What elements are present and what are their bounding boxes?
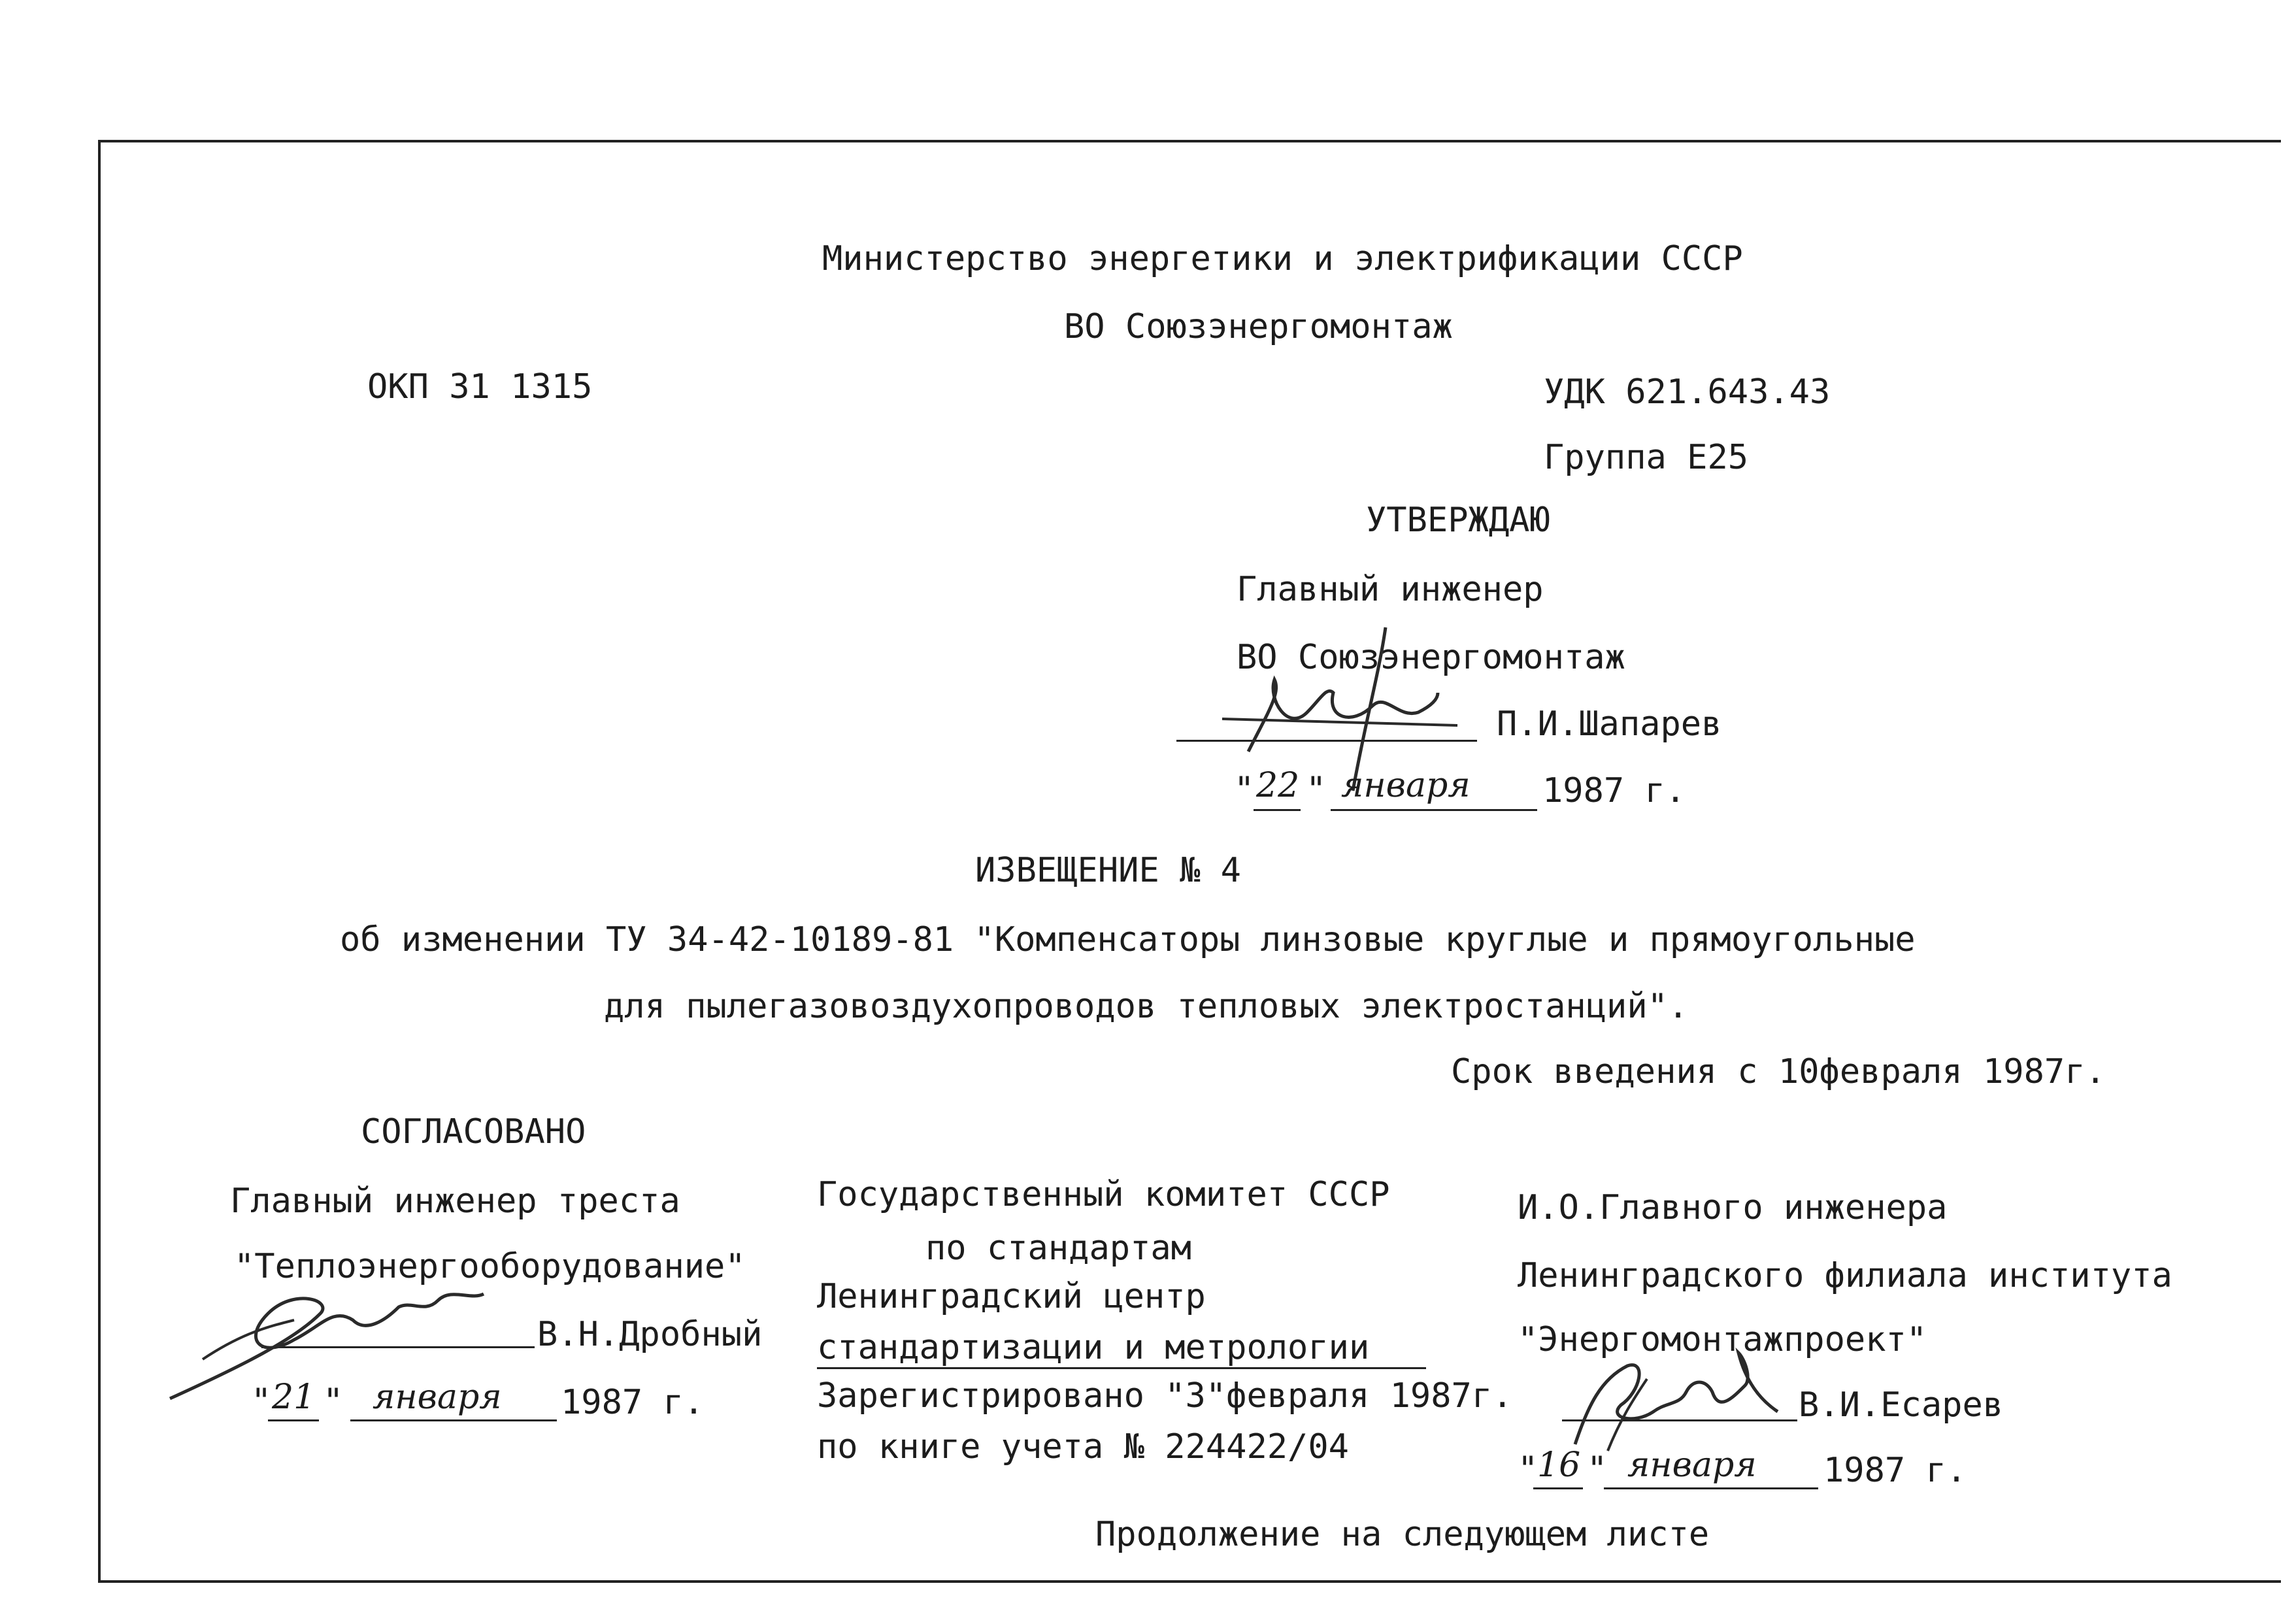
agreed-right-date-open-quote: " xyxy=(1518,1450,1538,1489)
organization-title: ВО Союзэнергомонтаж xyxy=(1064,307,1453,346)
approval-date-close-quote: " xyxy=(1306,770,1327,809)
approval-position: Главный инженер xyxy=(1237,570,1544,609)
effective-date: Срок введения с 10февраля 1987г. xyxy=(1451,1052,2106,1091)
approval-title: УТВЕРЖДАЮ xyxy=(1366,501,1550,540)
approval-name: П.И.Шапарев xyxy=(1497,704,1722,744)
notice-line-1: об изменении ТУ 34-42-10189-81 "Компенсаторы линзовые круглые и прямоугольные xyxy=(340,920,1916,959)
agreed-left-line-2: "Теплоэнергооборудование" xyxy=(234,1247,746,1286)
group-code: Группа Е25 xyxy=(1544,438,1749,477)
continuation-note: Продолжение на следующем листе xyxy=(1095,1515,1710,1554)
agreed-middle-line-6: по книге учета № 224422/04 xyxy=(817,1427,1349,1467)
agreed-right-date-day: 16 xyxy=(1537,1446,1581,1485)
agreed-right-date-year: 1987 г. xyxy=(1823,1451,1967,1490)
approval-date-open-quote: " xyxy=(1234,770,1255,809)
approval-date-year: 1987 г. xyxy=(1542,771,1686,810)
agreed-middle-line-2: по стандартам xyxy=(925,1229,1191,1268)
agreed-left-date-day-line xyxy=(268,1419,319,1421)
agreed-right-line-1: И.О.Главного инженера xyxy=(1518,1188,1948,1227)
agreed-left-date-open-quote: " xyxy=(251,1382,272,1421)
agreed-middle-line-4-underline xyxy=(817,1367,1426,1369)
agreed-left-date-close-quote: " xyxy=(323,1382,344,1421)
notice-title: ИЗВЕЩЕНИЕ № 4 xyxy=(975,851,1241,890)
agreed-middle-line-5: Зарегистрировано "3"февраля 1987г. xyxy=(817,1376,1513,1416)
agreed-left-date-day: 21 xyxy=(272,1378,316,1417)
approval-date-month: января xyxy=(1341,766,1471,805)
agreed-right-date-month: января xyxy=(1627,1446,1757,1485)
okp-code: ОКП 31 1315 xyxy=(367,367,593,406)
frame-top-border xyxy=(98,140,2281,142)
agreed-left-name: В.Н.Дробный xyxy=(537,1315,763,1354)
approval-date-month-line xyxy=(1331,809,1537,811)
agreed-right-line-3: "Энергомонтажпроект" xyxy=(1518,1320,1927,1359)
notice-line-2: для пылегазовоздухопроводов тепловых электростанций". xyxy=(604,987,1689,1026)
agreed-right-date-month-line xyxy=(1604,1487,1818,1489)
approval-organization: ВО Союзэнергомонтаж xyxy=(1237,638,1625,677)
agreed-middle-line-4: стандартизации и метрологии xyxy=(817,1328,1370,1367)
agreed-left-date-month-line xyxy=(350,1419,557,1421)
ministry-title: Министерство энергетики и электрификации СССР xyxy=(822,239,1743,278)
agreed-title: СОГЛАСОВАНО xyxy=(361,1112,586,1152)
frame-left-border xyxy=(98,140,101,1582)
agreed-middle-line-1: Государственный комитет СССР xyxy=(817,1175,1390,1214)
agreed-right-name: В.И.Есарев xyxy=(1799,1385,2004,1425)
agreed-right-line-2: Ленинградского филиала института xyxy=(1518,1256,2172,1295)
agreed-left-line-1: Главный инженер треста xyxy=(230,1182,680,1221)
udk-code: УДК 621.643.43 xyxy=(1544,373,1831,412)
agreed-right-date-day-line xyxy=(1533,1487,1583,1489)
frame-bottom-border xyxy=(98,1580,2281,1583)
agreed-right-date-close-quote: " xyxy=(1587,1450,1608,1489)
approval-date-day: 22 xyxy=(1256,766,1300,805)
approval-date-day-line xyxy=(1254,809,1301,811)
agreed-left-date-month: января xyxy=(373,1378,502,1417)
agreed-left-date-year: 1987 г. xyxy=(561,1383,705,1422)
agreed-middle-line-3: Ленинградский центр xyxy=(817,1277,1206,1316)
